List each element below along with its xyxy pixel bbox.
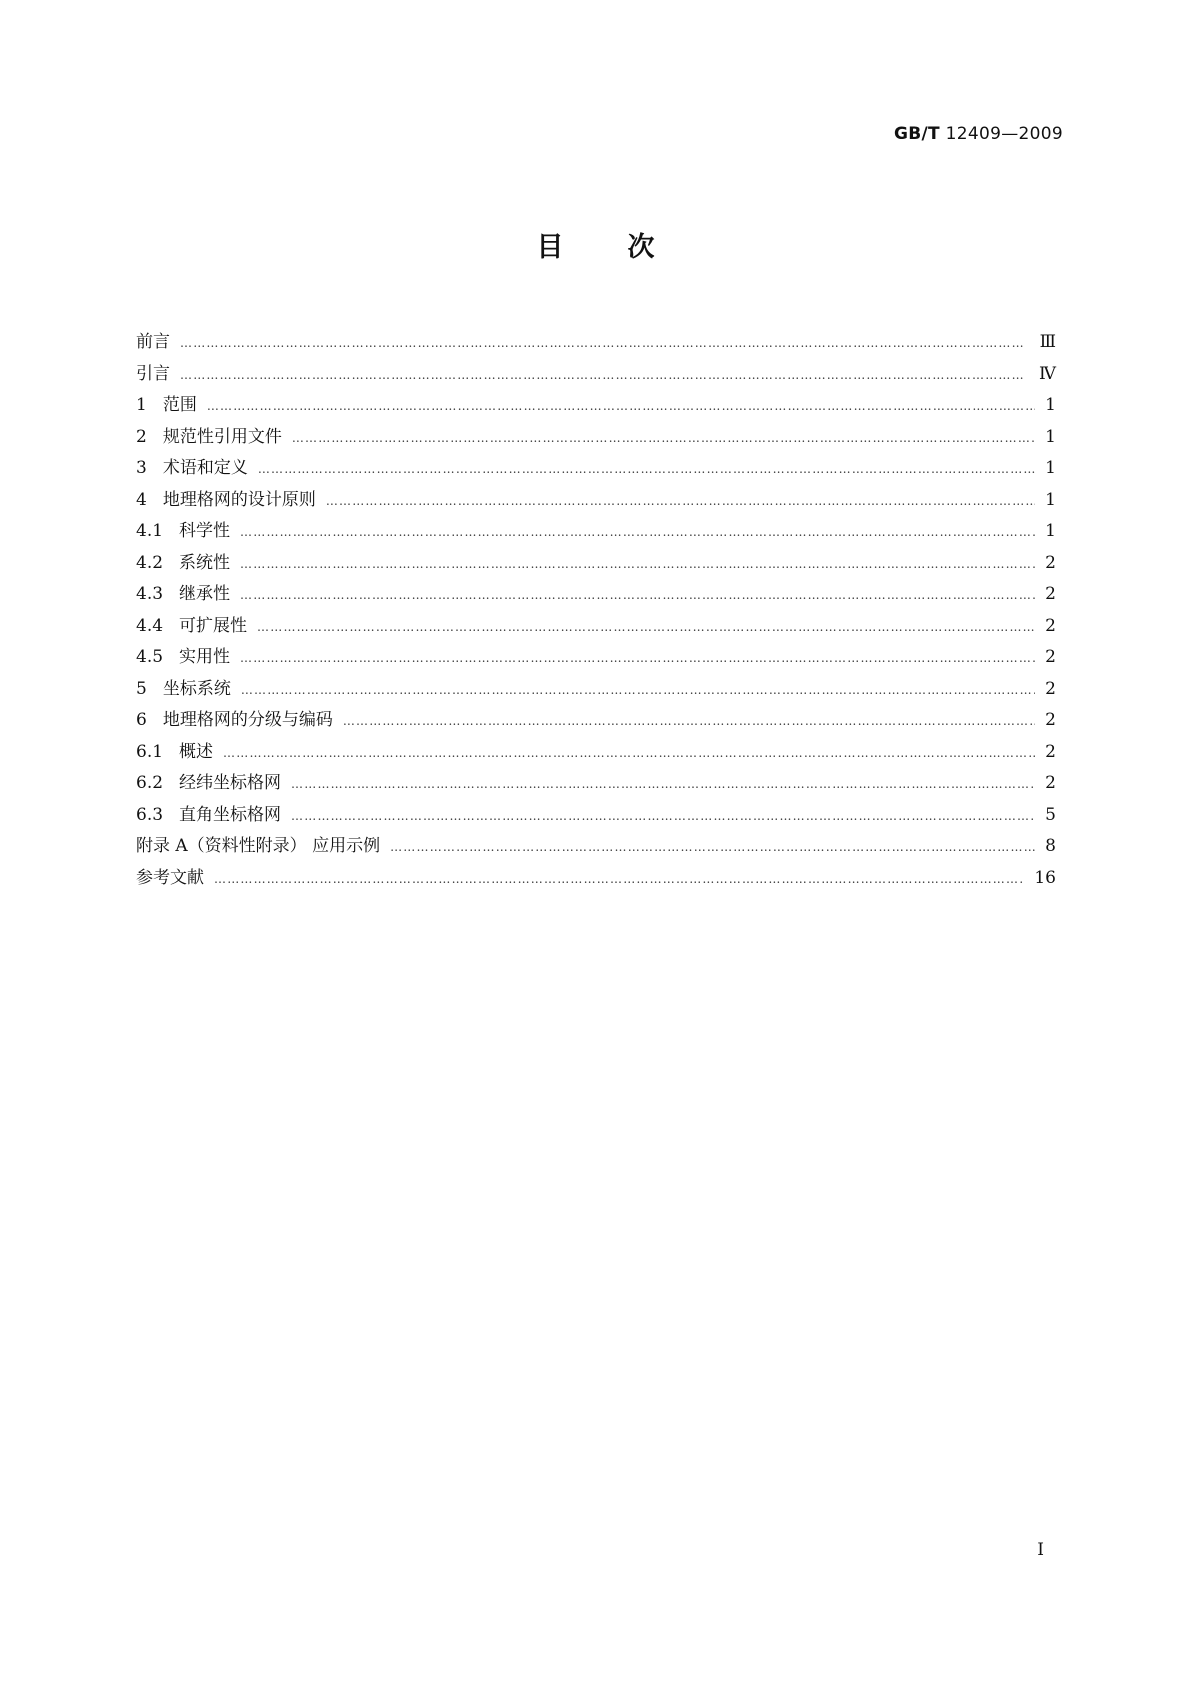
toc-section-number: 4.2 bbox=[136, 552, 164, 573]
standard-number: 12409—2009 bbox=[945, 124, 1063, 144]
toc-dot-leader bbox=[292, 423, 1035, 455]
toc-page-number: 1 bbox=[1045, 458, 1056, 478]
toc-page-number: 2 bbox=[1045, 678, 1056, 699]
toc-entry-text: 引言 bbox=[136, 363, 170, 384]
toc-dot-leader bbox=[240, 549, 1035, 581]
toc-page-number: Ⅲ bbox=[1039, 332, 1056, 352]
toc-dot-leader bbox=[390, 832, 1035, 864]
toc-entry-appendix-a[interactable] bbox=[136, 831, 1056, 863]
toc-entry-6-2[interactable] bbox=[136, 768, 1056, 800]
toc-entry-text: 前言 bbox=[136, 332, 170, 352]
toc-dot-leader bbox=[241, 675, 1035, 707]
toc-entry-text: 参考文献 bbox=[136, 867, 204, 888]
toc-entry-bibliography[interactable] bbox=[136, 863, 1056, 895]
toc-entry-introduction[interactable] bbox=[136, 359, 1056, 391]
toc-dot-leader bbox=[258, 454, 1035, 486]
toc-entry-4-2[interactable] bbox=[136, 548, 1056, 580]
toc-section-number: 5 bbox=[136, 678, 147, 699]
toc-entry-3[interactable] bbox=[136, 453, 1056, 485]
toc-entry-text: 术语和定义 bbox=[162, 458, 248, 478]
toc-section-number: 4 bbox=[136, 489, 147, 510]
toc-dot-leader bbox=[240, 517, 1035, 549]
toc-entry-1[interactable] bbox=[136, 390, 1056, 422]
toc-entry-text: 地理格网的设计原则 bbox=[162, 489, 316, 510]
toc-section-number: 3 bbox=[136, 458, 147, 478]
table-of-contents bbox=[136, 327, 1056, 894]
toc-dot-leader bbox=[291, 801, 1035, 833]
toc-page-number: Ⅳ bbox=[1039, 363, 1056, 384]
toc-dot-leader bbox=[343, 706, 1035, 738]
toc-entry-text: 系统性 bbox=[179, 552, 231, 573]
toc-dot-leader bbox=[291, 769, 1035, 801]
toc-dot-leader bbox=[257, 612, 1035, 644]
toc-page-number: 2 bbox=[1045, 584, 1056, 604]
toc-section-number: 4.3 bbox=[136, 584, 164, 604]
toc-section-number: 4.1 bbox=[136, 521, 164, 541]
toc-entry-foreword[interactable] bbox=[136, 327, 1056, 359]
toc-entry-5[interactable] bbox=[136, 674, 1056, 706]
toc-dot-leader bbox=[214, 864, 1024, 896]
toc-section-number: 4.4 bbox=[136, 615, 164, 636]
toc-entry-4-5[interactable] bbox=[136, 642, 1056, 674]
toc-entry-text: 概述 bbox=[179, 741, 214, 762]
toc-dot-leader bbox=[223, 738, 1035, 770]
toc-entry-text: 科学性 bbox=[179, 521, 231, 541]
toc-entry-text: 地理格网的分级与编码 bbox=[162, 710, 333, 730]
toc-dot-leader bbox=[326, 486, 1035, 518]
toc-entry-4-3[interactable] bbox=[136, 579, 1056, 611]
toc-page-number: 2 bbox=[1045, 741, 1056, 762]
toc-section-number: 6 bbox=[136, 710, 147, 730]
toc-entry-text: 可扩展性 bbox=[179, 615, 248, 636]
toc-page-number: 2 bbox=[1045, 647, 1056, 667]
toc-entry-4[interactable] bbox=[136, 485, 1056, 517]
toc-page-number: 2 bbox=[1045, 552, 1056, 573]
toc-section-number: 2 bbox=[136, 426, 147, 447]
toc-page-number: 2 bbox=[1045, 773, 1056, 793]
toc-entry-text: 实用性 bbox=[179, 647, 231, 667]
toc-dot-leader bbox=[240, 643, 1035, 675]
toc-entry-6[interactable] bbox=[136, 705, 1056, 737]
toc-entry-4-4[interactable] bbox=[136, 611, 1056, 643]
toc-page-number: 16 bbox=[1034, 867, 1056, 888]
toc-entry-6-3[interactable] bbox=[136, 800, 1056, 832]
toc-page-number: 1 bbox=[1045, 489, 1056, 510]
standard-prefix: GB/T bbox=[894, 124, 940, 144]
toc-section-number: 4.5 bbox=[136, 647, 164, 667]
toc-dot-leader bbox=[180, 360, 1029, 392]
toc-section-number: 6.1 bbox=[136, 741, 164, 762]
toc-dot-leader bbox=[207, 391, 1035, 423]
toc-page-number: 2 bbox=[1045, 710, 1056, 730]
toc-entry-text: 范围 bbox=[162, 395, 197, 415]
toc-section-number: 1 bbox=[136, 395, 147, 415]
toc-dot-leader bbox=[180, 328, 1030, 360]
toc-dot-leader bbox=[240, 580, 1035, 612]
toc-page-number: 1 bbox=[1045, 395, 1056, 415]
toc-entry-6-1[interactable] bbox=[136, 737, 1056, 769]
standard-code bbox=[894, 124, 1063, 144]
toc-entry-text: 直角坐标格网 bbox=[179, 804, 282, 825]
toc-entry-2[interactable] bbox=[136, 422, 1056, 454]
toc-entry-text: 规范性引用文件 bbox=[162, 426, 282, 447]
page-number: I bbox=[1037, 1540, 1044, 1560]
toc-page-number: 1 bbox=[1045, 521, 1056, 541]
toc-section-number: 6.2 bbox=[136, 773, 164, 793]
toc-section-number: 6.3 bbox=[136, 804, 164, 825]
toc-page-number: 2 bbox=[1045, 615, 1056, 636]
toc-page-number: 8 bbox=[1045, 836, 1056, 856]
toc-entry-text: 继承性 bbox=[179, 584, 231, 604]
toc-entry-4-1[interactable] bbox=[136, 516, 1056, 548]
toc-entry-text: 附录 A（资料性附录） 应用示例 bbox=[136, 836, 381, 856]
toc-page-number: 1 bbox=[1045, 426, 1056, 447]
toc-entry-text: 经纬坐标格网 bbox=[179, 773, 282, 793]
toc-entry-text: 坐标系统 bbox=[162, 678, 231, 699]
toc-page-number: 5 bbox=[1045, 804, 1056, 825]
page-title: 目次 bbox=[536, 232, 719, 263]
